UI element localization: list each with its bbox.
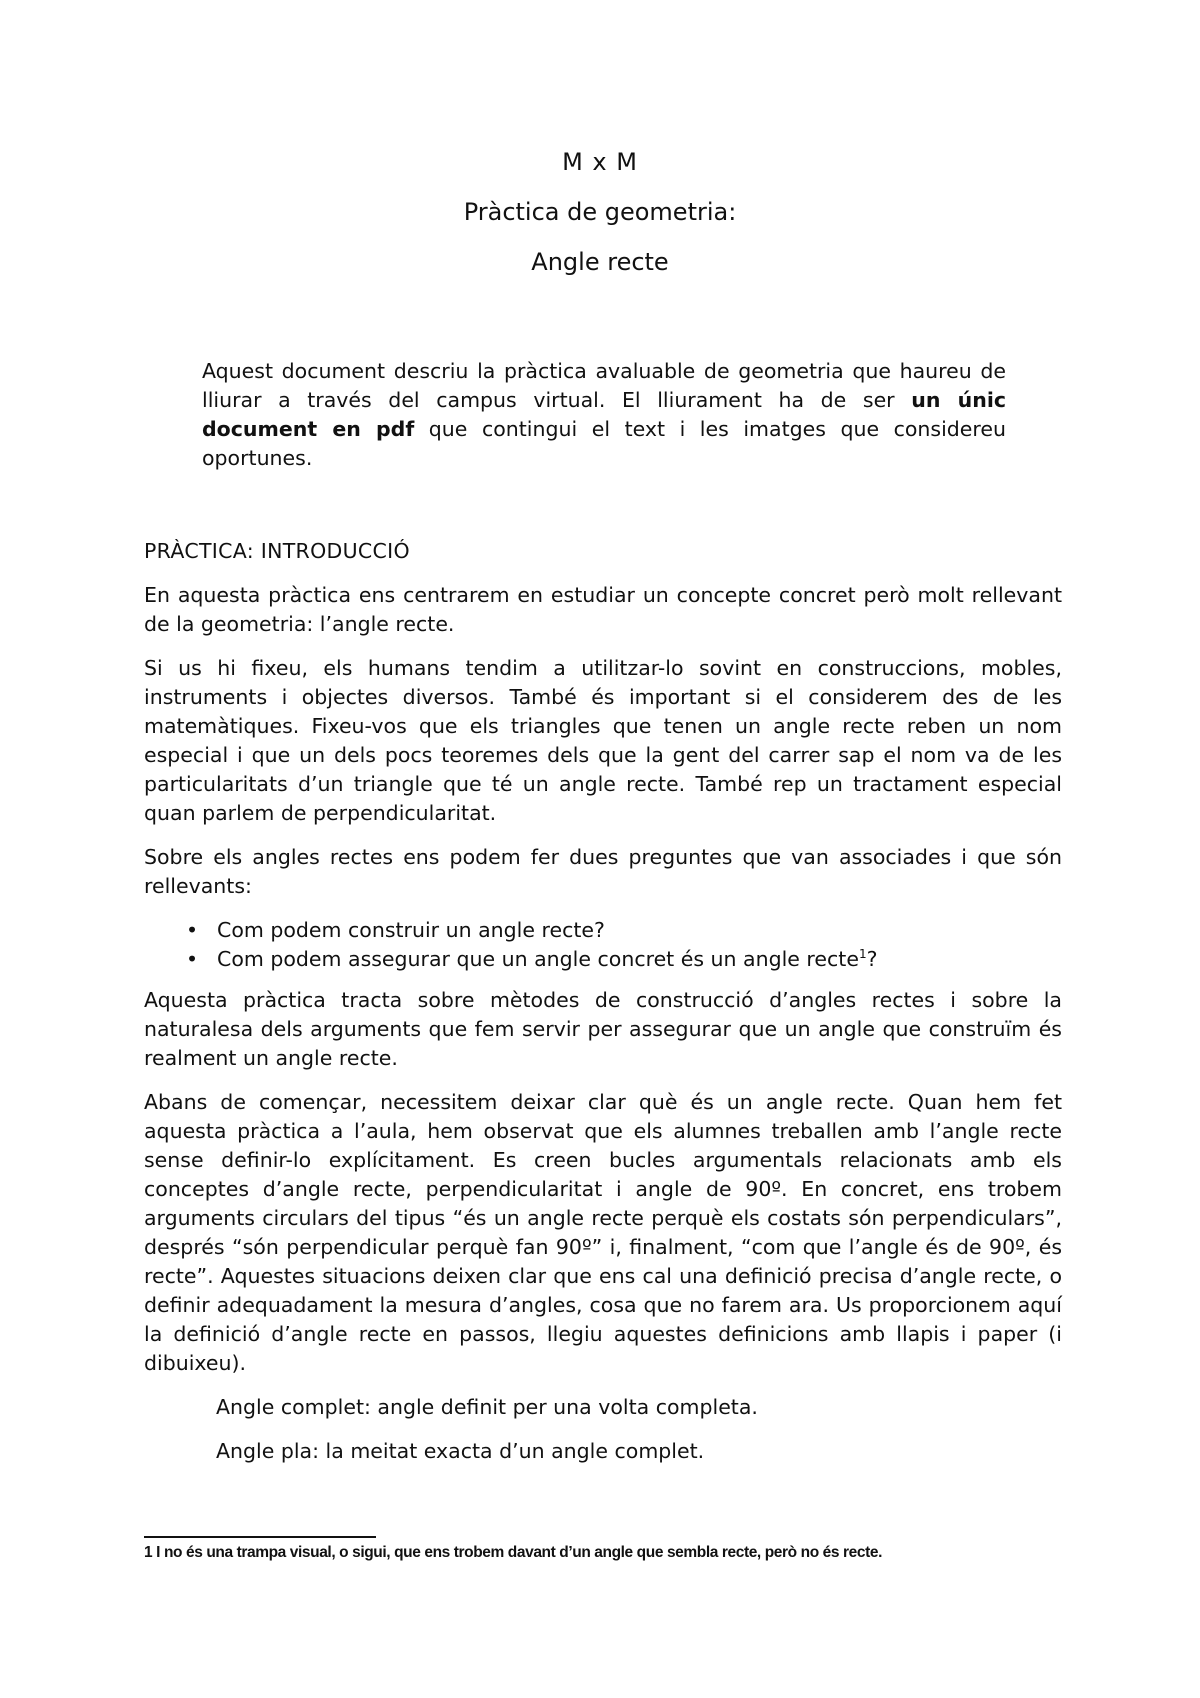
abstract-text-end: que contingui el text i les imatges que considereu oportunes. (202, 417, 1006, 470)
abstract-text-start: Aquest document descriu la pràctica avaluable de geometria que haureu de lliurar a través del campus virtual. El lliurament ha de ser (202, 359, 1006, 412)
abstract-bold-text: un únic document en pdf (202, 388, 1006, 441)
abstract-paragraph (202, 357, 1006, 473)
paragraph-4: Aquesta pràctica tracta sobre mètodes de construcció d’angles rectes i sobre la naturalesa dels arguments que fem servir per assegurar que un angle que construïm és realment un angle recte. (144, 988, 1062, 1070)
footnote-reference[interactable]: 1 (858, 947, 867, 961)
paragraph-1: En aquesta pràctica ens centrarem en estudiar un concepte concret però molt rellevant de la geometria: l’angle recte. (144, 583, 1062, 636)
bullet-text: Com podem construir un angle recte? (217, 918, 605, 942)
bullet-text-end: ? (866, 947, 878, 971)
list-item (144, 945, 1062, 974)
footnote-divider (144, 1536, 376, 1538)
practice-title: Pràctica de geometria: (463, 198, 737, 226)
paragraph-2: Si us hi fixeu, els humans tendim a utilitzar-lo sovint en construccions, mobles, instruments i objectes diversos. També és important si el considerem des de les matemàtiques. Fixeu-vos que els triangles que tenen un angle recte reben un nom especial i que un dels pocs teoremes dels que la gent del carrer sap el nom va de les particularitats d’un triangle que té un angle recte. També rep un tractament especial quan parlem de perpendicularitat. (144, 656, 1062, 825)
bullet-icon: • (186, 918, 199, 942)
title-block (0, 148, 1200, 276)
topic-title: Angle recte (531, 248, 669, 276)
definition-straight-angle: Angle pla: la meitat exacta d’un angle complet. (216, 1439, 705, 1463)
paragraph-3: Sobre els angles rectes ens podem fer dues preguntes que van associades i que són rellevants: (144, 845, 1062, 898)
section-heading: PRÀCTICA: INTRODUCCIÓ (144, 539, 410, 563)
paragraph-5: Abans de començar, necessitem deixar clar què és un angle recte. Quan hem fet aquesta pràctica a l’aula, hem observat que els alumnes treballen amb l’angle recte sense definir-lo explícitament. Es creen bucles argumentals relacionats amb els conceptes d’angle recte, perpendicularitat i angle de 90º. En concret, ens trobem arguments circulars del tipus “és un angle recte perquè els costats són perpendiculars”, després “són perpendicular perquè fan 90º” i, finalment, “com que l’angle és de 90º, és recte”. Aquestes situacions deixen clar que ens cal una definició precisa d’angle recte, o definir adequadament la mesura d’angles, cosa que no farem ara. Us proporcionem aquí la definició d’angle recte en passos, llegiu aquestes definicions amb llapis i paper (i dibuixeu). (144, 1090, 1062, 1375)
course-title: M x M (562, 148, 638, 176)
definition-complete-angle: Angle complet: angle definit per una volta completa. (216, 1395, 758, 1419)
question-list (144, 916, 1062, 974)
bullet-text: Com podem assegurar que un angle concret és un angle recte (217, 947, 859, 971)
footnote: 1 I no és una trampa visual, o sigui, que ens trobem davant d’un angle que sembla recte, però no és recte. (144, 1544, 882, 1561)
main-content (144, 537, 1062, 1481)
list-item (144, 916, 1062, 945)
bullet-icon: • (186, 947, 199, 971)
